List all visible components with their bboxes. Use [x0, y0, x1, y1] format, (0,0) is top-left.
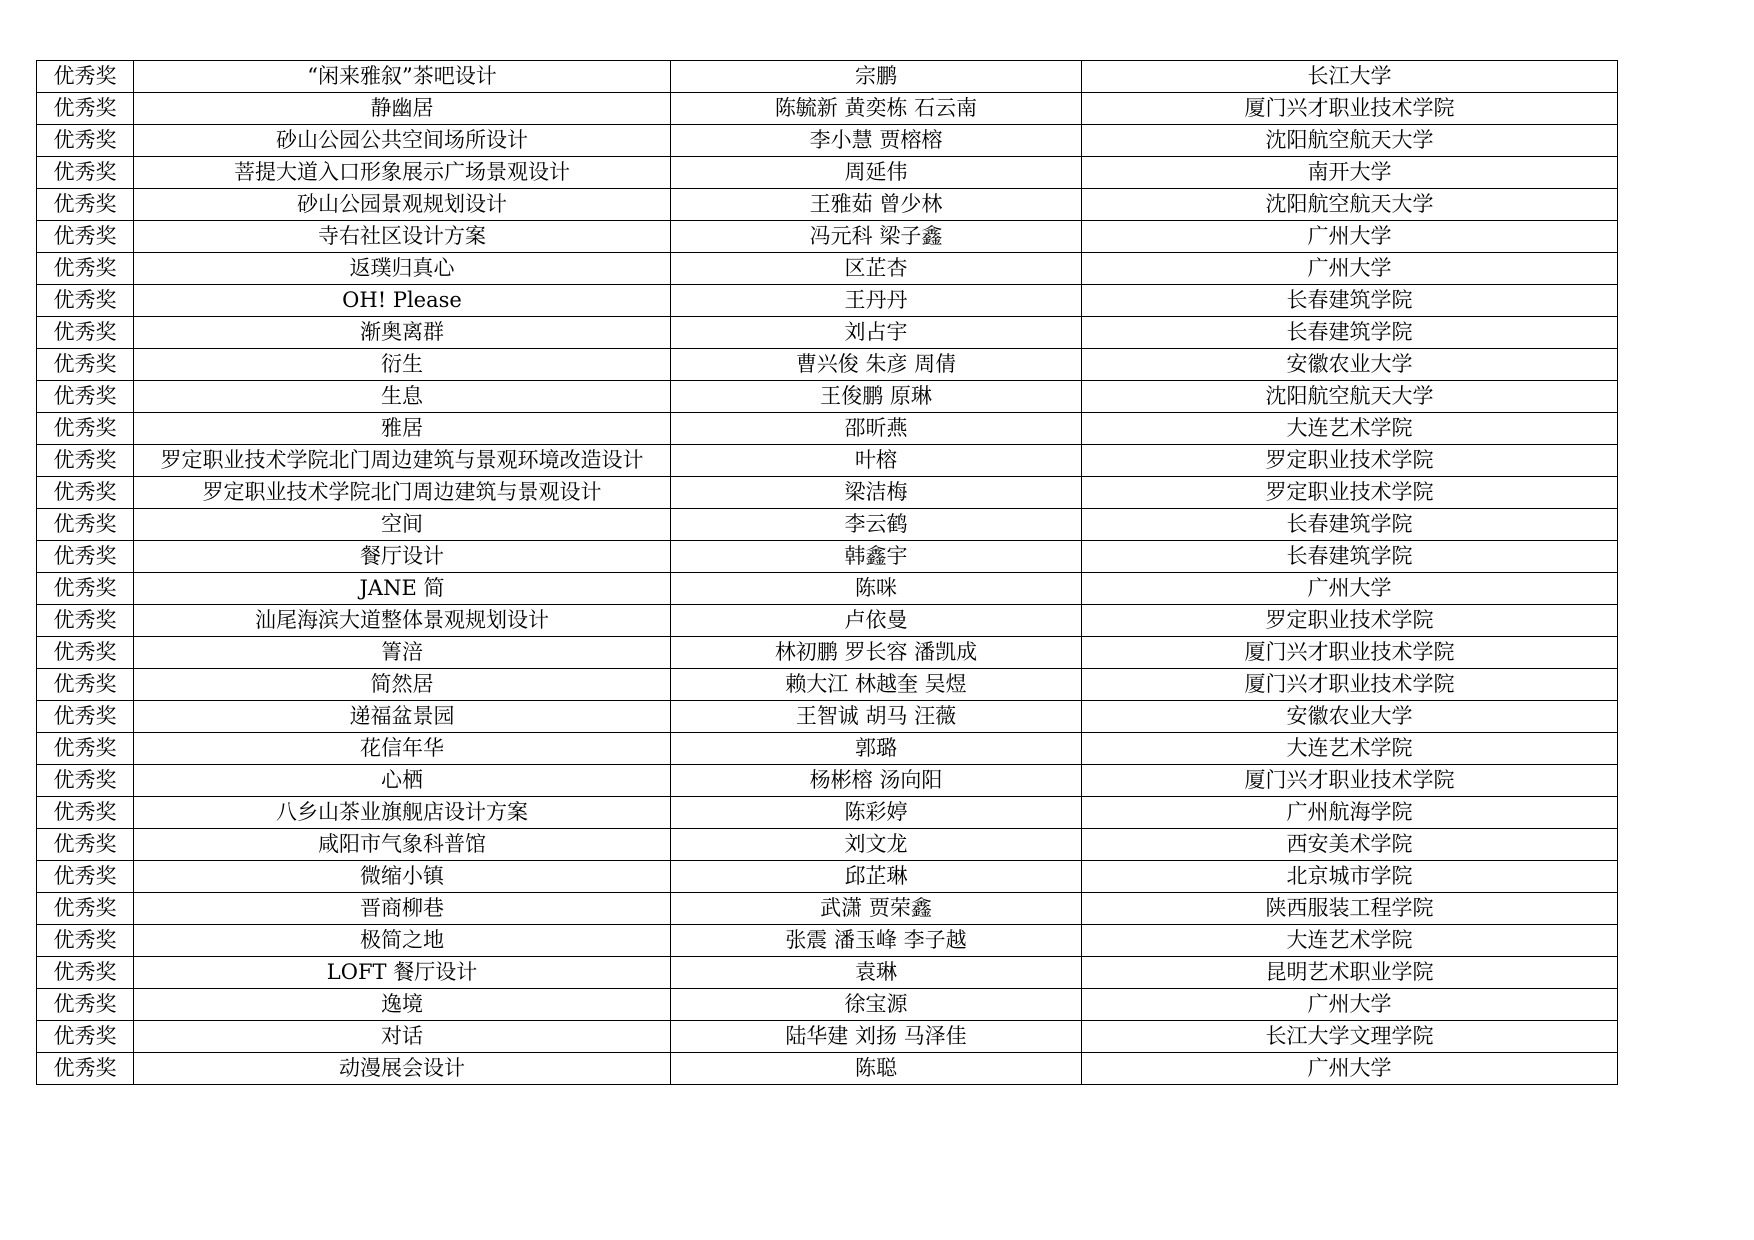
table-row: [37, 605, 1618, 637]
author-cell: 陈咪: [671, 573, 1082, 605]
project-name-cell: 雅居: [134, 413, 671, 445]
school-cell: 罗定职业技术学院: [1082, 445, 1618, 477]
author-cell: 陈彩婷: [671, 797, 1082, 829]
table-row: [37, 957, 1618, 989]
author-cell: 王智诚 胡马 汪薇: [671, 701, 1082, 733]
award-cell: 优秀奖: [37, 445, 134, 477]
school-cell: 长春建筑学院: [1082, 509, 1618, 541]
school-cell: 安徽农业大学: [1082, 701, 1618, 733]
table-row: [37, 541, 1618, 573]
school-cell: 长春建筑学院: [1082, 541, 1618, 573]
award-cell: 优秀奖: [37, 701, 134, 733]
project-name-cell: 罗定职业技术学院北门周边建筑与景观环境改造设计: [134, 445, 671, 477]
table-row: [37, 61, 1618, 93]
project-name-cell: 晋商柳巷: [134, 893, 671, 925]
table-row: [37, 413, 1618, 445]
table-row: [37, 733, 1618, 765]
table-row: [37, 157, 1618, 189]
school-cell: 厦门兴才职业技术学院: [1082, 765, 1618, 797]
school-cell: 沈阳航空航天大学: [1082, 381, 1618, 413]
author-cell: 冯元科 梁子鑫: [671, 221, 1082, 253]
project-name-cell: 简然居: [134, 669, 671, 701]
award-cell: 优秀奖: [37, 733, 134, 765]
school-cell: 北京城市学院: [1082, 861, 1618, 893]
award-cell: 优秀奖: [37, 413, 134, 445]
award-list-body: [37, 61, 1618, 1085]
award-cell: 优秀奖: [37, 381, 134, 413]
table-row: [37, 221, 1618, 253]
project-name-cell: 逸境: [134, 989, 671, 1021]
award-cell: 优秀奖: [37, 957, 134, 989]
author-cell: 区芷杏: [671, 253, 1082, 285]
award-cell: 优秀奖: [37, 669, 134, 701]
school-cell: 广州航海学院: [1082, 797, 1618, 829]
author-cell: 李云鹤: [671, 509, 1082, 541]
author-cell: 徐宝源: [671, 989, 1082, 1021]
table-row: [37, 477, 1618, 509]
project-name-cell: 汕尾海滨大道整体景观规划设计: [134, 605, 671, 637]
project-name-cell: 咸阳市气象科普馆: [134, 829, 671, 861]
school-cell: 长春建筑学院: [1082, 317, 1618, 349]
award-cell: 优秀奖: [37, 1053, 134, 1085]
award-cell: 优秀奖: [37, 1021, 134, 1053]
award-cell: 优秀奖: [37, 925, 134, 957]
school-cell: 西安美术学院: [1082, 829, 1618, 861]
table-row: [37, 637, 1618, 669]
award-cell: 优秀奖: [37, 637, 134, 669]
project-name-cell: 砂山公园景观规划设计: [134, 189, 671, 221]
school-cell: 长春建筑学院: [1082, 285, 1618, 317]
author-cell: 王雅茹 曾少林: [671, 189, 1082, 221]
award-cell: 优秀奖: [37, 317, 134, 349]
school-cell: 广州大学: [1082, 253, 1618, 285]
table-row: [37, 317, 1618, 349]
award-cell: 优秀奖: [37, 893, 134, 925]
school-cell: 大连艺术学院: [1082, 925, 1618, 957]
table-row: [37, 701, 1618, 733]
table-row: [37, 445, 1618, 477]
project-name-cell: 生息: [134, 381, 671, 413]
project-name-cell: 砂山公园公共空间场所设计: [134, 125, 671, 157]
award-cell: 优秀奖: [37, 189, 134, 221]
school-cell: 罗定职业技术学院: [1082, 605, 1618, 637]
author-cell: 武潇 贾荣鑫: [671, 893, 1082, 925]
school-cell: 昆明艺术职业学院: [1082, 957, 1618, 989]
award-cell: 优秀奖: [37, 797, 134, 829]
school-cell: 广州大学: [1082, 989, 1618, 1021]
project-name-cell: 衍生: [134, 349, 671, 381]
author-cell: 王丹丹: [671, 285, 1082, 317]
author-cell: 邵昕燕: [671, 413, 1082, 445]
table-row: [37, 861, 1618, 893]
school-cell: 安徽农业大学: [1082, 349, 1618, 381]
author-cell: 赖大江 林越奎 吴煜: [671, 669, 1082, 701]
author-cell: 林初鹏 罗长容 潘凯成: [671, 637, 1082, 669]
author-cell: 卢依曼: [671, 605, 1082, 637]
award-cell: 优秀奖: [37, 477, 134, 509]
school-cell: 厦门兴才职业技术学院: [1082, 93, 1618, 125]
table-row: [37, 989, 1618, 1021]
project-name-cell: 空间: [134, 509, 671, 541]
author-cell: 宗鹏: [671, 61, 1082, 93]
school-cell: 长江大学: [1082, 61, 1618, 93]
author-cell: 周延伟: [671, 157, 1082, 189]
project-name-cell: JANE 简: [134, 573, 671, 605]
project-name-cell: 静幽居: [134, 93, 671, 125]
project-name-cell: 渐奥离群: [134, 317, 671, 349]
table-row: [37, 125, 1618, 157]
award-cell: 优秀奖: [37, 765, 134, 797]
author-cell: 刘占宇: [671, 317, 1082, 349]
school-cell: 广州大学: [1082, 573, 1618, 605]
school-cell: 沈阳航空航天大学: [1082, 125, 1618, 157]
author-cell: 陆华建 刘扬 马泽佳: [671, 1021, 1082, 1053]
author-cell: 叶榕: [671, 445, 1082, 477]
school-cell: 南开大学: [1082, 157, 1618, 189]
author-cell: 梁洁梅: [671, 477, 1082, 509]
author-cell: 袁琳: [671, 957, 1082, 989]
project-name-cell: 八乡山茶业旗舰店设计方案: [134, 797, 671, 829]
project-name-cell: 微缩小镇: [134, 861, 671, 893]
school-cell: 厦门兴才职业技术学院: [1082, 637, 1618, 669]
school-cell: 沈阳航空航天大学: [1082, 189, 1618, 221]
award-cell: 优秀奖: [37, 93, 134, 125]
award-cell: 优秀奖: [37, 829, 134, 861]
table-row: [37, 253, 1618, 285]
award-cell: 优秀奖: [37, 509, 134, 541]
project-name-cell: 极简之地: [134, 925, 671, 957]
author-cell: 邱芷琳: [671, 861, 1082, 893]
school-cell: 陕西服装工程学院: [1082, 893, 1618, 925]
project-name-cell: 心栖: [134, 765, 671, 797]
table-row: [37, 381, 1618, 413]
author-cell: 刘文龙: [671, 829, 1082, 861]
award-cell: 优秀奖: [37, 61, 134, 93]
award-cell: 优秀奖: [37, 989, 134, 1021]
table-row: [37, 285, 1618, 317]
award-cell: 优秀奖: [37, 573, 134, 605]
table-row: [37, 1053, 1618, 1085]
table-row: [37, 893, 1618, 925]
author-cell: 王俊鹏 原琳: [671, 381, 1082, 413]
author-cell: 韩鑫宇: [671, 541, 1082, 573]
author-cell: 杨彬榕 汤向阳: [671, 765, 1082, 797]
award-cell: 优秀奖: [37, 125, 134, 157]
project-name-cell: 花信年华: [134, 733, 671, 765]
author-cell: 曹兴俊 朱彦 周倩: [671, 349, 1082, 381]
table-row: [37, 573, 1618, 605]
school-cell: 大连艺术学院: [1082, 413, 1618, 445]
project-name-cell: 寺右社区设计方案: [134, 221, 671, 253]
table-row: [37, 93, 1618, 125]
award-cell: 优秀奖: [37, 605, 134, 637]
school-cell: 长江大学文理学院: [1082, 1021, 1618, 1053]
award-cell: 优秀奖: [37, 861, 134, 893]
award-cell: 优秀奖: [37, 157, 134, 189]
author-cell: 李小慧 贾榕榕: [671, 125, 1082, 157]
project-name-cell: 对话: [134, 1021, 671, 1053]
school-cell: 大连艺术学院: [1082, 733, 1618, 765]
author-cell: 郭璐: [671, 733, 1082, 765]
author-cell: 陈聪: [671, 1053, 1082, 1085]
award-cell: 优秀奖: [37, 221, 134, 253]
table-row: [37, 349, 1618, 381]
project-name-cell: 罗定职业技术学院北门周边建筑与景观设计: [134, 477, 671, 509]
award-list-table: [36, 60, 1618, 1085]
school-cell: 罗定职业技术学院: [1082, 477, 1618, 509]
project-name-cell: 餐厅设计: [134, 541, 671, 573]
project-name-cell: 返璞归真心: [134, 253, 671, 285]
table-row: [37, 797, 1618, 829]
author-cell: 张震 潘玉峰 李子越: [671, 925, 1082, 957]
project-name-cell: 动漫展会设计: [134, 1053, 671, 1085]
table-row: [37, 189, 1618, 221]
project-name-cell: “闲来雅叙”茶吧设计: [134, 61, 671, 93]
table-row: [37, 765, 1618, 797]
project-name-cell: 箐涪: [134, 637, 671, 669]
award-cell: 优秀奖: [37, 253, 134, 285]
table-row: [37, 829, 1618, 861]
project-name-cell: 菩提大道入口形象展示广场景观设计: [134, 157, 671, 189]
project-name-cell: 递福盆景园: [134, 701, 671, 733]
project-name-cell: LOFT 餐厅设计: [134, 957, 671, 989]
table-row: [37, 925, 1618, 957]
table-row: [37, 669, 1618, 701]
author-cell: 陈毓新 黄奕栋 石云南: [671, 93, 1082, 125]
award-cell: 优秀奖: [37, 349, 134, 381]
award-cell: 优秀奖: [37, 541, 134, 573]
school-cell: 厦门兴才职业技术学院: [1082, 669, 1618, 701]
award-cell: 优秀奖: [37, 285, 134, 317]
project-name-cell: OH! Please: [134, 285, 671, 317]
table-row: [37, 1021, 1618, 1053]
table-row: [37, 509, 1618, 541]
school-cell: 广州大学: [1082, 1053, 1618, 1085]
school-cell: 广州大学: [1082, 221, 1618, 253]
